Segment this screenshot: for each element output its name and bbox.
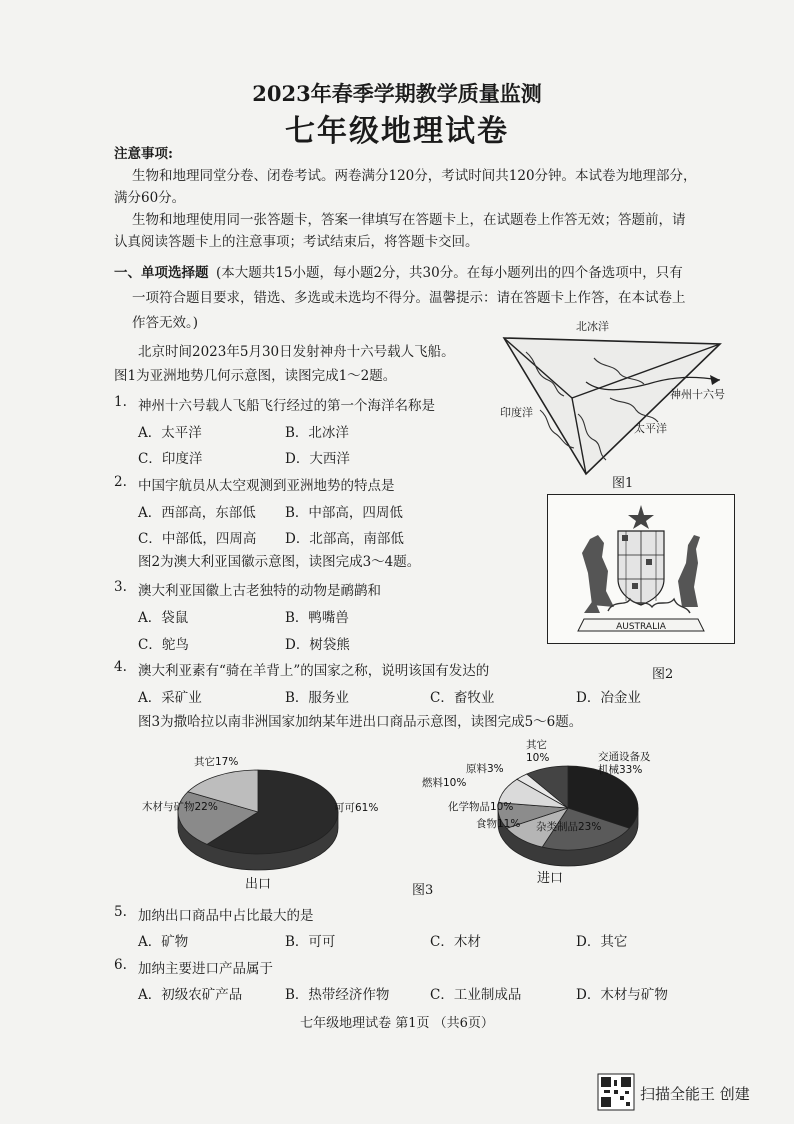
q5-option-d[interactable]: D．其它 [576, 934, 628, 950]
figure-1-asia-terrain-diagram [498, 318, 734, 490]
q4-option-d[interactable]: D．冶金业 [576, 690, 641, 706]
q6-option-c[interactable]: C．工业制成品 [430, 987, 522, 1003]
notice-heading: 注意事项: [114, 146, 173, 162]
flight-arrow-icon [710, 375, 720, 385]
section-heading: 一、单项选择题 [114, 265, 209, 281]
page-footer: 七年级地理试卷 第1页 （共6页） [300, 1016, 494, 1031]
q3-option-b[interactable]: B．鸭嘴兽 [285, 610, 349, 626]
q5-option-c[interactable]: C．木材 [430, 934, 481, 950]
label-pacific-ocean: 太平洋 [634, 422, 667, 435]
pie-label: 其它 10% [526, 739, 550, 764]
question-1-number: 1. [114, 394, 127, 410]
question-1-text: 神州十六号载人飞船飞行经过的第一个海洋名称是 [138, 398, 435, 414]
australia-coat-of-arms-emblem [548, 495, 734, 643]
export-pie-chart [138, 744, 379, 894]
section-intro-1: (本大题共15小题，每小题2分，共30分。在每小题列出的四个备选项中，只有 [216, 265, 683, 281]
q2-option-a[interactable]: A．西部高，东部低 [138, 505, 256, 521]
question-6-number: 6. [114, 957, 127, 973]
q1-option-d[interactable]: D．大西洋 [285, 451, 350, 467]
question-5-number: 5. [114, 904, 127, 920]
pie-label: 可可61% [334, 802, 379, 814]
label-arctic-ocean: 北冰洋 [576, 320, 609, 333]
question-4-text: 澳大利亚素有“骑在羊背上”的国家之称，说明该国有发达的 [138, 663, 490, 679]
context-fig3: 图3为撒哈拉以南非洲国家加纳某年进出口商品示意图，读图完成5～6题。 [138, 714, 583, 730]
q3-option-d[interactable]: D．树袋熊 [285, 637, 350, 653]
q6-option-b[interactable]: B．热带经济作物 [285, 987, 390, 1003]
notice-line-3: 生物和地理使用同一张答题卡，答案一律填写在答题卡上，在试题卷上作答无效；答题前，请 [132, 212, 686, 228]
import-pie-chart [420, 732, 680, 894]
figure-3-caption: 图3 [412, 883, 434, 898]
q2-option-b[interactable]: B．中部高，四周低 [285, 505, 403, 521]
q4-option-c[interactable]: C．畜牧业 [430, 690, 495, 706]
context-launch: 北京时间2023年5月30日发射神舟十六号载人飞船。 [138, 344, 455, 360]
section-intro-2: 一项符合题目要求，错选、多选或未选均不得分。温馨提示：请在答题卡上作答，在本试卷上 [132, 290, 686, 306]
qr-code-icon [598, 1074, 634, 1110]
notice-line-4: 认真阅读答题卡上的注意事项；考试结束后，将答题卡交回。 [114, 234, 479, 250]
figure-1-caption: 图1 [612, 476, 634, 491]
notice-line-1: 生物和地理同堂分卷、闭卷考试。两卷满分120分，考试时间共120分钟。本试卷为地理部分， [132, 168, 697, 184]
question-3-number: 3. [114, 579, 127, 595]
q1-option-a[interactable]: A．太平洋 [138, 425, 202, 441]
pie-label: 燃料10% [422, 777, 467, 789]
emu-figure [678, 535, 700, 607]
exam-subtitle: 七年级地理试卷 [285, 114, 509, 149]
q3-option-c[interactable]: C．鸵鸟 [138, 637, 189, 653]
pie-label: 原料3% [466, 763, 504, 775]
pie-label: 其它17% [194, 756, 239, 768]
question-4-number: 4. [114, 659, 127, 675]
label-indian-ocean: 印度洋 [500, 406, 533, 419]
exam-title: 2023年春季学期教学质量监测 [252, 81, 542, 106]
q5-option-a[interactable]: A．矿物 [138, 934, 189, 950]
context-fig1: 图1为亚洲地势几何示意图，读图完成1～2题。 [114, 368, 397, 384]
section-intro-3: 作答无效。) [132, 315, 199, 331]
context-fig2: 图2为澳大利亚国徽示意图，读图完成3～4题。 [138, 554, 421, 570]
scroll-text: AUSTRALIA [616, 622, 666, 632]
q2-option-c[interactable]: C．中部低，四周高 [138, 531, 257, 547]
question-6-text: 加纳主要进口产品属于 [138, 961, 273, 977]
pie-label: 食物11% [476, 818, 521, 830]
question-2-number: 2. [114, 474, 127, 490]
figure-2-frame [547, 494, 735, 644]
figure-2-caption: 图2 [652, 667, 674, 682]
scanner-watermark: 扫描全能王 创建 [640, 1085, 750, 1103]
pie-title: 进口 [536, 871, 564, 886]
question-3-text: 澳大利亚国徽上古老独特的动物是鸸鹋和 [138, 583, 381, 599]
pie-label: 木材与矿物22% [142, 801, 218, 813]
pie-label: 化学物品10% [448, 801, 514, 813]
pie-label: 交通设备及机械33% [598, 751, 651, 776]
q3-option-a[interactable]: A．袋鼠 [138, 610, 189, 626]
question-5-text: 加纳出口商品中占比最大的是 [138, 908, 314, 924]
pie-title: 出口 [244, 877, 272, 892]
q5-option-b[interactable]: B．可可 [285, 934, 336, 950]
question-2-text: 中国宇航员从太空观测到亚洲地势的特点是 [138, 478, 395, 494]
q1-option-b[interactable]: B．北冰洋 [285, 425, 349, 441]
pyramid-outline [504, 338, 720, 474]
pie-label: 杂类制品23% [536, 821, 602, 833]
q6-option-d[interactable]: D．木材与矿物 [576, 987, 668, 1003]
q1-option-c[interactable]: C．印度洋 [138, 451, 203, 467]
q2-option-d[interactable]: D．北部高，南部低 [285, 531, 404, 547]
q4-option-b[interactable]: B．服务业 [285, 690, 349, 706]
notice-line-2: 满分60分。 [114, 190, 186, 206]
label-shenzhou-16: 神州十六号 [670, 388, 725, 401]
q6-option-a[interactable]: A．初级农矿产品 [138, 987, 243, 1003]
q4-option-a[interactable]: A．采矿业 [138, 690, 202, 706]
commonwealth-star-icon [628, 505, 654, 529]
kangaroo-figure [582, 535, 614, 607]
